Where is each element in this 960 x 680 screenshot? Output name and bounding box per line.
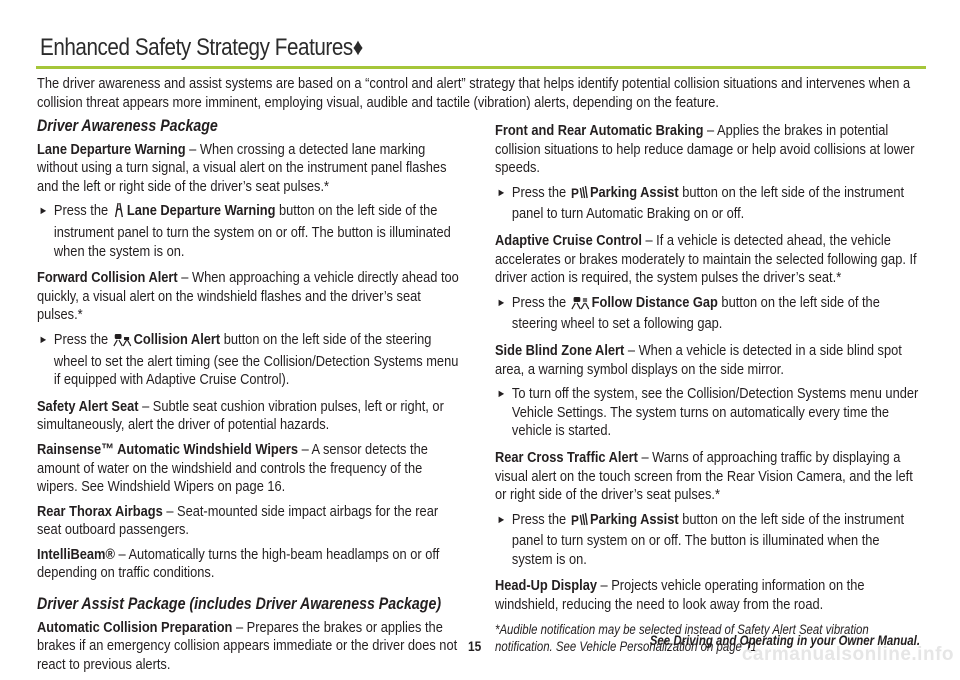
auto-braking-paragraph	[495, 122, 922, 178]
parking-assist-button-name: Parking Assist	[589, 183, 679, 201]
left-column	[37, 117, 463, 680]
collision-prep-term: Automatic Collision Preparation	[37, 618, 233, 636]
page-number: 15	[468, 638, 482, 654]
side-blind-zone-text: – When a vehicle is detected in a side blind spot area, a warning symbol displays on the side mirror.	[495, 341, 902, 378]
auto-braking-bullet	[495, 184, 922, 224]
collision-alert-bullet	[37, 331, 463, 390]
svg-text:P: P	[571, 511, 580, 527]
adaptive-cruise-paragraph	[495, 232, 922, 288]
rear-cross-traffic-term: Rear Cross Traffic Alert	[495, 448, 638, 466]
title-rule	[36, 66, 926, 69]
head-up-display-text: – Projects vehicle operating information on the windshield, reducing the need to look away from the road.	[495, 577, 865, 614]
forward-collision-text: – When approaching a vehicle directly ahead too quickly, a visual alert on the windshield flashes and the driver’s seat pulses.*	[37, 269, 459, 324]
bullet-arrow-icon: ►	[38, 205, 48, 218]
bullet-prefix: Press the	[511, 510, 570, 528]
side-blind-zone-paragraph	[495, 342, 922, 379]
svg-text:P: P	[571, 184, 580, 200]
follow-distance-icon	[571, 295, 590, 316]
bullet-prefix: Press the	[511, 183, 570, 201]
bullet-arrow-icon: ►	[38, 333, 48, 346]
rainsense-text: – A sensor detects the amount of water on the windshield and controls the frequency of the wipers. See Windshield Wipers on page 16.	[37, 440, 428, 496]
collision-alert-icon	[113, 332, 132, 353]
footnote: *Audible notification may be selected instead of Safety Alert Seat vibration notification. See Vehicle Personalization on page 11.	[495, 621, 869, 654]
bullet-prefix: Press the	[53, 202, 112, 220]
bullet-arrow-icon: ►	[496, 296, 506, 309]
package-heading-awareness: Driver Awareness Package	[37, 116, 218, 135]
collision-prep-text: – Prepares the brakes or applies the brakes if an emergency collision appears immediate or the driver does not react to previous alerts.	[37, 618, 458, 673]
rear-cross-traffic-bullet-text: button on the left side of the instrument panel to turn system on or off. The button is illuminated when the system is on.	[511, 510, 905, 568]
intellibeam-paragraph	[37, 546, 463, 583]
lane-departure-paragraph	[37, 141, 463, 197]
collision-alert-button-name: Collision Alert	[133, 330, 221, 348]
rear-cross-traffic-text: – Warns of approaching traffic by displaying a visual alert on the touch screen from the Rear Vision Camera, and the left or right side of the driver’s seat pulses.*	[495, 448, 913, 504]
rainsense-term: Rainsense™ Automatic Windshield Wipers	[37, 440, 298, 458]
intro-paragraph: The driver awareness and assist systems are based on a “control and alert” strategy that helps identify potential collision situations and intervenes when a collision threat appears more imminent, employing visual, audible and tactile (vibration) alerts, depending on the feature.	[37, 75, 911, 111]
lane-departure-icon	[113, 202, 125, 224]
intellibeam-term: IntelliBeam®	[37, 545, 115, 563]
side-blind-zone-bullet-text: To turn off the system, see the Collision/Detection Systems menu under Vehicle Settings. The system turns on automatically every time the vehicle is started.	[511, 385, 919, 440]
safety-alert-seat-text: – Subtle seat cushion vibration pulses, left or right, or simultaneously, alert the driver of potential hazards.	[37, 397, 444, 434]
rear-cross-traffic-bullet	[495, 511, 922, 570]
bullet-prefix: Press the	[53, 330, 112, 348]
auto-braking-term: Front and Rear Automatic Braking	[495, 122, 704, 139]
lane-departure-term: Lane Departure Warning	[37, 140, 186, 158]
rear-thorax-term: Rear Thorax Airbags	[37, 502, 163, 520]
adaptive-cruise-text: – If a vehicle is detected ahead, the vehicle accelerates or brakes moderately to maintain the selected following gap. If driver action is required, the system pulses the driver’s seat.*	[495, 231, 917, 287]
auto-braking-bullet-text: button on the left side of the instrument panel to turn Automatic Braking on or off.	[511, 183, 905, 223]
side-blind-zone-term: Side Blind Zone Alert	[495, 341, 625, 359]
follow-gap-bullet-text: button on the left side of the steering wheel to set a following gap.	[511, 293, 880, 333]
bullet-arrow-icon: ►	[496, 186, 506, 199]
lane-departure-bullet-text: button on the left side of the instrument panel to turn the system on or off. The button is illuminated when the system is on.	[53, 202, 451, 260]
rear-cross-traffic-paragraph	[495, 449, 922, 505]
auto-braking-text: – Applies the brakes in potential collision situations to help reduce damage or help avoid collisions at lower speeds.	[495, 122, 915, 177]
rear-thorax-paragraph	[37, 503, 463, 540]
collision-alert-bullet-text: button on the left side of the steering wheel to set the alert timing (see the Collision/Detection Systems menu if equipped with Adaptive Cruise Control).	[53, 330, 459, 389]
parking-assist-icon	[571, 512, 588, 533]
head-up-display-paragraph	[495, 577, 922, 614]
side-blind-zone-bullet	[495, 385, 922, 441]
intellibeam-text: – Automatically turns the high-beam headlamps on or off depending on traffic conditions.	[37, 545, 440, 582]
parking-assist-button-name: Parking Assist	[589, 510, 679, 528]
package-heading-assist: Driver Assist Package (includes Driver Awareness Package)	[37, 594, 442, 614]
bullet-prefix: Press the	[511, 293, 570, 311]
rear-thorax-text: – Seat-mounted side impact airbags for the rear seat outboard passengers.	[37, 502, 439, 539]
parking-assist-icon	[571, 185, 588, 206]
follow-gap-bullet	[495, 294, 922, 334]
lane-departure-button-name: Lane Departure Warning	[126, 202, 276, 220]
follow-gap-button-name: Follow Distance Gap	[591, 293, 718, 311]
owner-manual-reference: See Driving and Operating in your Owner Manual.	[649, 633, 920, 648]
head-up-display-term: Head-Up Display	[495, 577, 597, 595]
forward-collision-term: Forward Collision Alert	[37, 269, 178, 287]
safety-alert-seat-paragraph	[37, 398, 463, 435]
lane-departure-bullet	[37, 202, 463, 261]
bullet-arrow-icon: ►	[496, 513, 506, 526]
lane-departure-text: – When crossing a detected lane marking without using a turn signal, a visual alert on the instrument panel flashes and the left or right side of the driver’s seat pulses.*	[37, 140, 447, 195]
collision-prep-paragraph	[37, 619, 463, 675]
forward-collision-paragraph	[37, 269, 463, 325]
rainsense-paragraph	[37, 441, 463, 497]
right-column	[495, 122, 922, 655]
adaptive-cruise-term: Adaptive Cruise Control	[495, 231, 642, 249]
safety-alert-seat-term: Safety Alert Seat	[37, 397, 139, 415]
page-title: Enhanced Safety Strategy Features♦	[40, 34, 363, 61]
watermark: carmanualsonline.info	[741, 644, 954, 665]
bullet-arrow-icon: ►	[496, 388, 506, 401]
